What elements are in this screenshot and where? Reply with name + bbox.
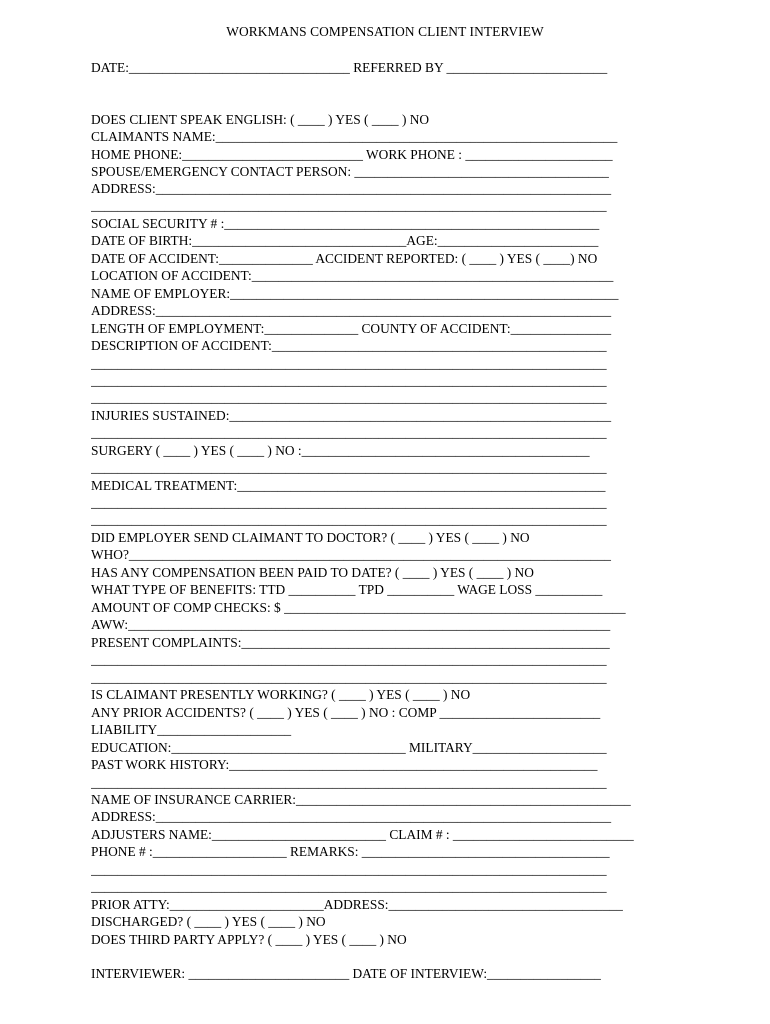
field-insurance-carrier[interactable]: NAME OF INSURANCE CARRIER:__________________________________________________ xyxy=(91,792,631,807)
form-title: WORKMANS COMPENSATION CLIENT INTERVIEW xyxy=(226,24,544,39)
field-address[interactable]: ADDRESS:____________________________________________________________________ xyxy=(91,181,612,196)
field-injuries[interactable]: INJURIES SUSTAINED:_________________________________________________________ xyxy=(91,408,612,423)
field-discharged[interactable]: DISCHARGED? ( ____ ) YES ( ____ ) NO xyxy=(91,914,326,929)
field-phone-remarks[interactable]: PHONE # :____________________ REMARKS: _____________________________________ xyxy=(91,844,610,859)
field-education-military[interactable]: EDUCATION:___________________________________ MILITARY____________________ xyxy=(91,740,607,755)
field-claimants-name[interactable]: CLAIMANTS NAME:____________________________________________________________ xyxy=(91,129,618,144)
field-injuries-blank[interactable]: _____________________________________________________________________________ xyxy=(91,425,607,440)
field-medical-blank-1[interactable]: _____________________________________________________________________________ xyxy=(91,495,607,510)
field-address-blank[interactable]: _____________________________________________________________________________ xyxy=(91,198,607,213)
field-description-blank-1[interactable]: _____________________________________________________________________________ xyxy=(91,356,607,371)
field-speak-english[interactable]: DOES CLIENT SPEAK ENGLISH: ( ____ ) YES ( ____ ) NO xyxy=(91,112,430,127)
field-description-blank-3[interactable]: _____________________________________________________________________________ xyxy=(91,390,607,405)
field-surgery-blank[interactable]: _____________________________________________________________________________ xyxy=(91,460,607,475)
field-date-referred[interactable]: DATE:_________________________________ REFERRED BY ________________________ xyxy=(91,60,608,75)
field-birth-age[interactable]: DATE OF BIRTH:________________________________AGE:________________________ xyxy=(91,233,599,248)
field-interviewer[interactable]: INTERVIEWER: ________________________ DATE OF INTERVIEW:_________________ xyxy=(91,966,601,981)
field-prior-accidents[interactable]: ANY PRIOR ACCIDENTS? ( ____ ) YES ( ____ ) NO : COMP ________________________ xyxy=(91,705,601,720)
field-medical-blank-2[interactable]: _____________________________________________________________________________ xyxy=(91,512,607,527)
field-benefits-type[interactable]: WHAT TYPE OF BENEFITS: TTD __________ TPD __________ WAGE LOSS __________ xyxy=(91,582,603,597)
field-employer-address[interactable]: ADDRESS:____________________________________________________________________ xyxy=(91,303,612,318)
field-aww[interactable]: AWW:________________________________________________________________________ xyxy=(91,617,611,632)
field-remarks-blank-1[interactable]: _____________________________________________________________________________ xyxy=(91,862,607,877)
field-employer[interactable]: NAME OF EMPLOYER:__________________________________________________________ xyxy=(91,286,619,301)
field-description[interactable]: DESCRIPTION OF ACCIDENT:__________________________________________________ xyxy=(91,338,607,353)
field-liability[interactable]: LIABILITY____________________ xyxy=(91,722,292,737)
field-medical-treatment[interactable]: MEDICAL TREATMENT:_______________________________________________________ xyxy=(91,478,606,493)
field-carrier-address[interactable]: ADDRESS:____________________________________________________________________ xyxy=(91,809,612,824)
field-compensation-paid[interactable]: HAS ANY COMPENSATION BEEN PAID TO DATE? ( ____ ) YES ( ____ ) NO xyxy=(91,565,534,580)
field-emergency-contact[interactable]: SPOUSE/EMERGENCY CONTACT PERSON: ______________________________________ xyxy=(91,164,609,179)
field-comp-checks[interactable]: AMOUNT OF COMP CHECKS: $ ___________________________________________________ xyxy=(91,600,626,615)
field-social-security[interactable]: SOCIAL SECURITY # :________________________________________________________ xyxy=(91,216,600,231)
field-phones[interactable]: HOME PHONE:___________________________ WORK PHONE : ______________________ xyxy=(91,147,613,162)
field-length-county[interactable]: LENGTH OF EMPLOYMENT:______________ COUNTY OF ACCIDENT:_______________ xyxy=(91,321,612,336)
field-complaints-blank-2[interactable]: _____________________________________________________________________________ xyxy=(91,670,607,685)
field-date-of-accident[interactable]: DATE OF ACCIDENT:______________ ACCIDENT REPORTED: ( ____ ) YES ( ____) NO xyxy=(91,251,598,266)
field-third-party[interactable]: DOES THIRD PARTY APPLY? ( ____ ) YES ( ____ ) NO xyxy=(91,932,407,947)
field-description-blank-2[interactable]: _____________________________________________________________________________ xyxy=(91,373,607,388)
field-who[interactable]: WHO?________________________________________________________________________ xyxy=(91,547,611,562)
field-surgery[interactable]: SURGERY ( ____ ) YES ( ____ ) NO :___________________________________________ xyxy=(91,443,590,458)
field-presently-working[interactable]: IS CLAIMANT PRESENTLY WORKING? ( ____ ) YES ( ____ ) NO xyxy=(91,687,471,702)
field-complaints-blank-1[interactable]: _____________________________________________________________________________ xyxy=(91,652,607,667)
field-work-history-blank[interactable]: _____________________________________________________________________________ xyxy=(91,775,607,790)
field-employer-doctor[interactable]: DID EMPLOYER SEND CLAIMANT TO DOCTOR? ( ____ ) YES ( ____ ) NO xyxy=(91,530,530,545)
field-past-work-history[interactable]: PAST WORK HISTORY:_______________________________________________________ xyxy=(91,757,598,772)
field-location-accident[interactable]: LOCATION OF ACCIDENT:______________________________________________________ xyxy=(91,268,614,283)
field-prior-atty[interactable]: PRIOR ATTY:_______________________ADDRESS:___________________________________ xyxy=(91,897,623,912)
field-adjusters-name[interactable]: ADJUSTERS NAME:__________________________ CLAIM # : ___________________________ xyxy=(91,827,634,842)
field-remarks-blank-2[interactable]: _____________________________________________________________________________ xyxy=(91,879,607,894)
field-present-complaints[interactable]: PRESENT COMPLAINTS:_______________________________________________________ xyxy=(91,635,610,650)
